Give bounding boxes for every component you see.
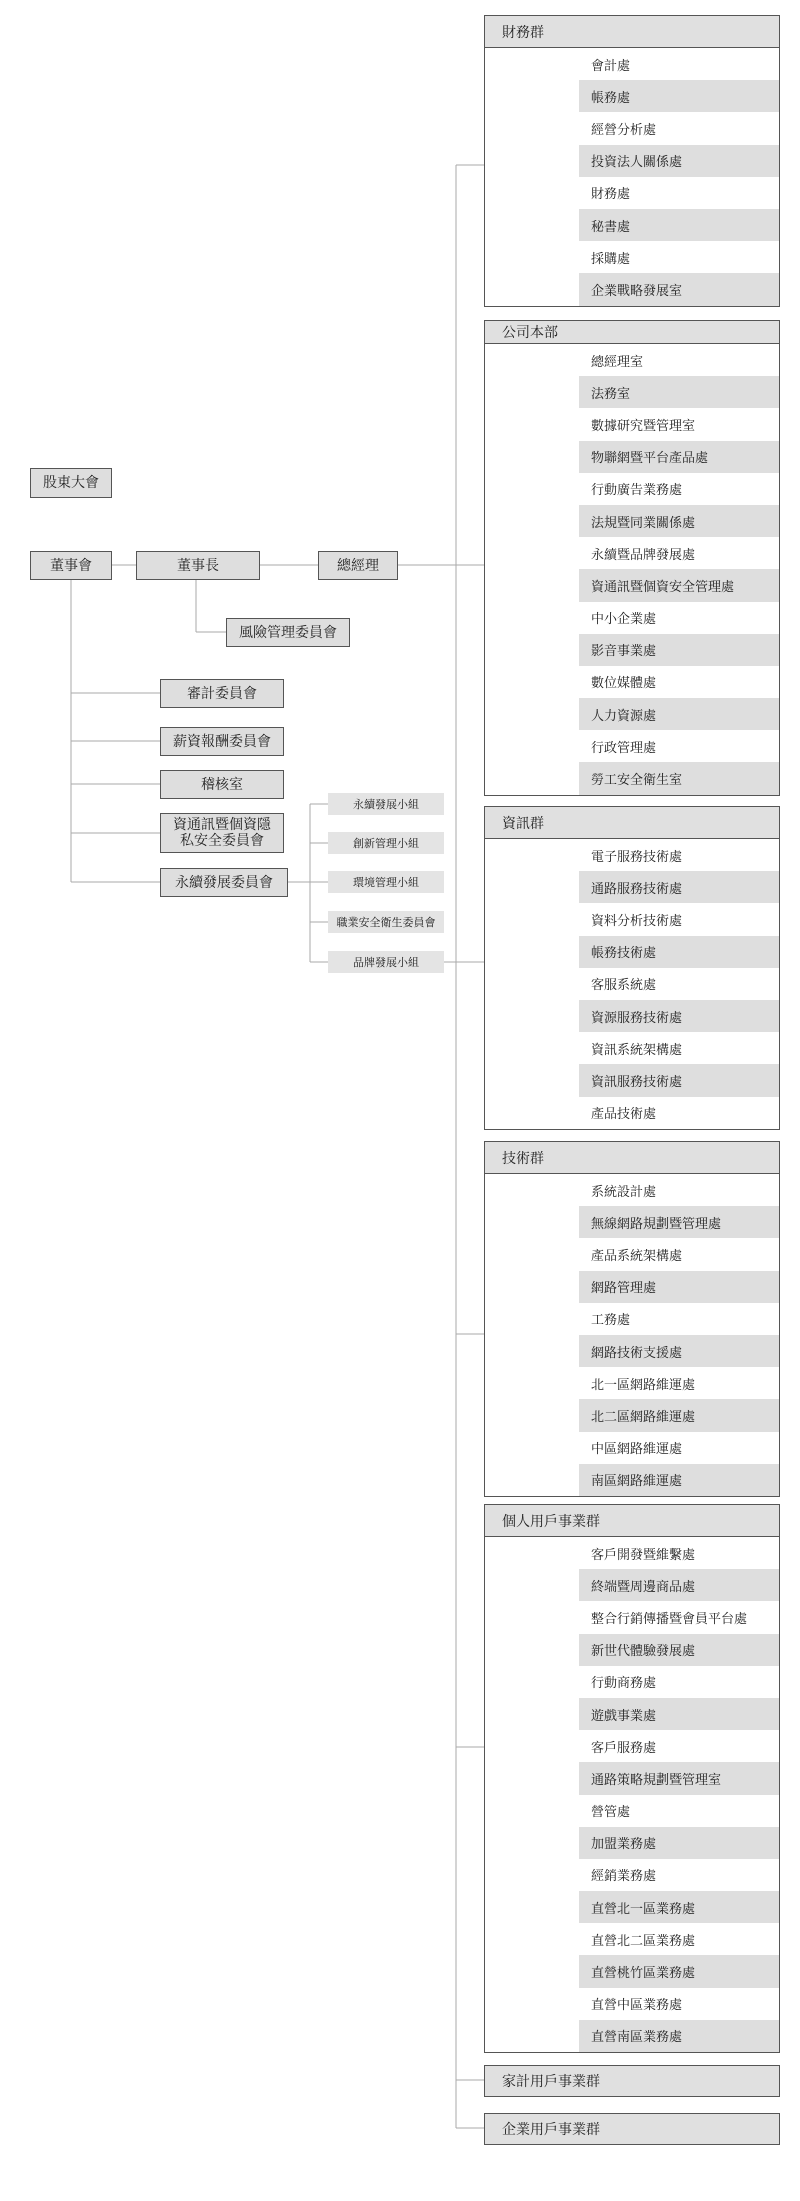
department-item: 物聯網暨平台產品處 [579,441,779,473]
risk-management-committee: 風險管理委員會 [226,618,350,647]
department-item: 會計處 [591,58,631,74]
department-item: 通路服務技術處 [579,871,779,903]
group-information [484,806,780,1130]
department-item: 行動廣告業務處 [591,483,683,499]
group-title: 技術群 [485,1142,779,1174]
department-item: 客戶服務處 [591,1740,657,1756]
board-of-directors: 董事會 [30,551,112,580]
department-item: 工務處 [591,1313,631,1329]
subgroup-innovation: 創新管理小組 [328,832,444,854]
department-item: 資通訊暨個資安全管理處 [579,569,779,601]
department-item: 客戶開發暨維繫處 [591,1547,696,1563]
group-headquarters [484,320,780,796]
department-item: 數位媒體處 [591,676,657,692]
department-item: 勞工安全衛生室 [579,762,779,794]
department-item: 秘書處 [579,209,779,241]
department-item: 行政管理處 [591,740,657,756]
compensation-committee: 薪資報酬委員會 [160,727,284,756]
department-item: 直營北二區業務處 [591,1933,696,1949]
group-consumer-business [484,1504,780,2053]
subgroup-brand: 品牌發展小組 [328,951,444,973]
group-finance [484,15,780,307]
department-item: 產品技術處 [591,1107,657,1123]
group-title: 資訊群 [485,807,779,839]
department-item: 加盟業務處 [579,1827,779,1859]
group-title: 財務群 [485,16,779,48]
department-item: 經營分析處 [591,122,657,138]
department-item: 總經理室 [591,354,644,370]
department-item: 網路技術支援處 [579,1335,779,1367]
department-item: 影音事業處 [579,634,779,666]
department-item: 人力資源處 [579,698,779,730]
shareholders-meeting: 股東大會 [30,468,112,498]
department-item: 資訊系統架構處 [591,1042,683,1058]
chairman: 董事長 [136,551,260,580]
department-item: 行動商務處 [591,1676,657,1692]
privacy-security-committee: 資通訊暨個資隱私安全委員會 [160,813,284,853]
department-item: 直營北一區業務處 [579,1891,779,1923]
president: 總經理 [318,551,398,580]
department-item: 網路管理處 [579,1271,779,1303]
department-item: 北一區網路維運處 [591,1377,696,1393]
department-item: 電子服務技術處 [591,849,683,865]
department-item: 帳務技術處 [579,936,779,968]
department-item: 中小企業處 [591,612,657,628]
group-enterprise-business [484,2113,780,2145]
department-item: 資源服務技術處 [579,1000,779,1032]
department-item: 整合行銷傳播暨會員平台處 [591,1611,748,1627]
department-item: 產品系統架構處 [591,1248,683,1264]
group-technology [484,1141,780,1497]
subgroup-sustainability: 永續發展小組 [328,793,444,815]
department-item: 企業戰略發展室 [579,273,779,305]
subgroup-environment: 環境管理小組 [328,871,444,893]
audit-committee: 審計委員會 [160,679,284,708]
department-item: 數據研究暨管理室 [591,418,696,434]
department-item: 系統設計處 [591,1184,657,1200]
department-item: 遊戲事業處 [579,1698,779,1730]
subgroup-occupational-safety: 職業安全衛生委員會 [328,911,444,933]
department-item: 營管處 [591,1805,631,1821]
group-title: 企業用戶事業群 [485,2114,779,2144]
department-item: 通路策略規劃暨管理室 [579,1762,779,1794]
department-item: 採購處 [591,251,631,267]
group-title: 家計用戶事業群 [485,2066,779,2096]
department-item: 直營南區業務處 [579,2020,779,2052]
group-title: 公司本部 [485,321,779,344]
department-item: 帳務處 [579,80,779,112]
department-item: 法規暨同業關係處 [579,505,779,537]
department-item: 財務處 [591,187,631,203]
internal-audit-office: 稽核室 [160,770,284,799]
department-item: 資料分析技術處 [591,913,683,929]
group-title: 個人用戶事業群 [485,1505,779,1537]
department-item: 南區網路維運處 [579,1464,779,1496]
department-item: 客服系統處 [591,978,657,994]
department-item: 新世代體驗發展處 [579,1634,779,1666]
department-item: 終端暨周邊商品處 [579,1569,779,1601]
department-item: 直營中區業務處 [591,1998,683,2014]
group-home-business [484,2065,780,2097]
department-item: 投資法人關係處 [579,145,779,177]
department-item: 法務室 [579,376,779,408]
department-item: 資訊服務技術處 [579,1064,779,1096]
department-item: 直營桃竹區業務處 [579,1955,779,1987]
department-item: 中區網路維運處 [591,1442,683,1458]
department-item: 永續暨品牌發展處 [591,547,696,563]
department-item: 北二區網路維運處 [579,1399,779,1431]
department-item: 經銷業務處 [591,1869,657,1885]
sustainability-committee: 永續發展委員會 [160,868,288,897]
department-item: 無線網路規劃暨管理處 [579,1206,779,1238]
